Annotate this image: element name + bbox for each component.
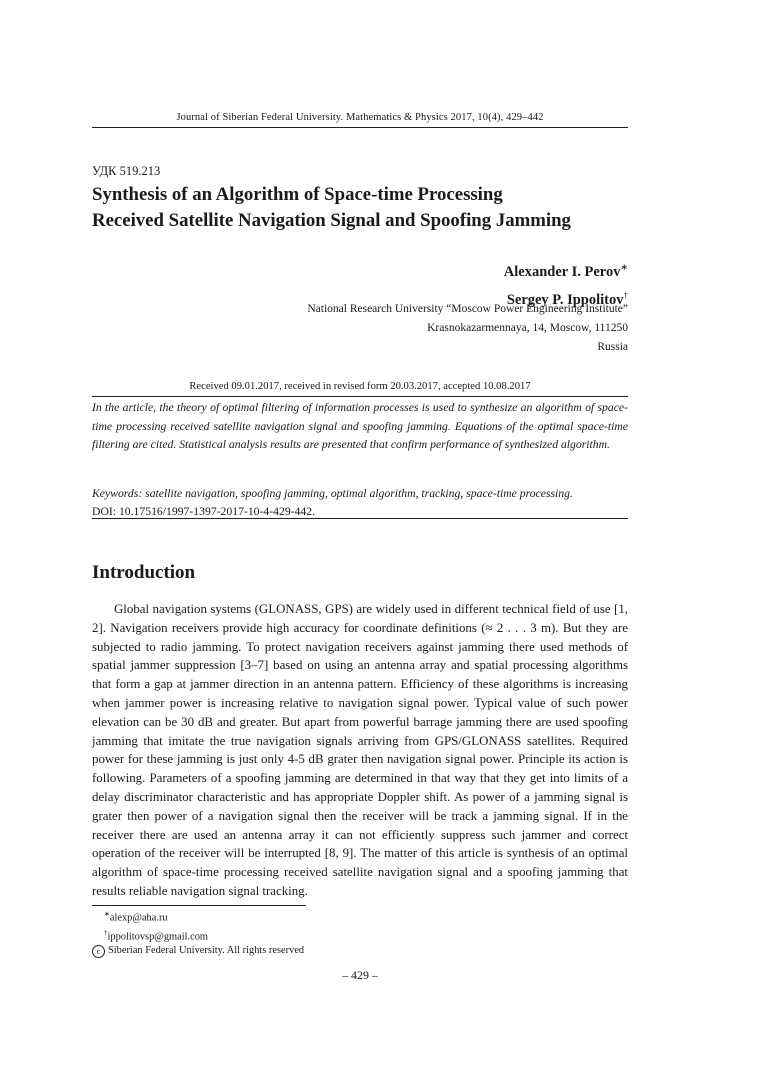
journal-header: Journal of Siberian Federal University. Mathematics & Physics 2017, 10(4), 429–442 bbox=[176, 112, 544, 123]
introduction-paragraph: Global navigation systems (GLONASS, GPS) are widely used in different technical field of use [1, 2]. Navigation receivers provide high accuracy for coordinate definitions (≈ 2 . . . 3 m). But they are subjected to radio jamming. To protect navigation receivers against jamming there used methods of spatial jammer suppression [3–7] based on using an antenna array and spatial processing algorithms that form a gap at jammer direction in an antenna pattern. Efficiency of these algorithms is increasing when jammer power is increasing relative to navigation signal power. Typical value of such power elevation can be 30 dB and greater. But apart from powerful barrage jamming there are used spoofing jamming that imitate the true navigation signals arriving from GPS/GLONASS satellites. Required power for these jamming is just only 4-5 dB grater then navigation signal power. Principle its action is following. Parameters of a spoofing jamming are determined in that way that they get into limits of a delay discriminator characteristic and has appropriate Doppler shift. As power of a jamming signal is grater then power of a navigation signal then the receiver will be track a jamming signal. If in the receiver there are used an antenna array it can not efficiently suppress such jammer and correct operation of the receiver will be interrupted [8, 9]. The matter of this article is synthesis of an optimal algorithm of space-time processing received satellite navigation signal and a spoofing jamming that results reliable navigation signal tracking. bbox=[92, 602, 628, 898]
keywords-label: Keywords: bbox=[92, 487, 143, 500]
affiliation-line-2: Krasnokazarmennaya, 14, Moscow, 111250 bbox=[427, 322, 628, 334]
footnote-1: ∗alexp@aha.ru bbox=[104, 910, 168, 924]
affiliation-line-3: Russia bbox=[597, 341, 628, 353]
copyright-text: Siberian Federal University. All rights reserved bbox=[108, 945, 305, 957]
author-1-mark: ∗ bbox=[620, 262, 628, 272]
author-2: Sergey P. Ippolitov† bbox=[506, 289, 628, 308]
header-rule bbox=[92, 127, 628, 128]
footnotes bbox=[92, 907, 304, 959]
title-line-2: Received Satellite Navigation Signal and Spoofing Jamming bbox=[92, 210, 571, 231]
section-heading-introduction: Introduction bbox=[92, 562, 196, 583]
abstract-top-rule bbox=[92, 396, 628, 397]
footnote-rule bbox=[92, 905, 306, 906]
doi: DOI: 10.17516/1997-1397-2017-10-4-429-442. bbox=[92, 504, 316, 518]
copyright-icon: c bbox=[92, 945, 105, 958]
footnote-2: †ippolitovsp@gmail.com bbox=[104, 928, 208, 943]
copyright-notice bbox=[92, 944, 304, 958]
keywords-line bbox=[92, 485, 628, 503]
footnote-1-email: alexp@aha.ru bbox=[109, 912, 168, 924]
author-2-mark: † bbox=[623, 289, 628, 300]
footnote-2-email: ippolitovsp@gmail.com bbox=[107, 931, 208, 943]
abstract-bottom-rule bbox=[92, 518, 628, 519]
keywords-block bbox=[92, 485, 628, 520]
affiliation bbox=[307, 300, 628, 357]
affiliation-line-1: National Research University “Moscow Power Engineering Institute” bbox=[307, 303, 628, 315]
abstract: In the article, the theory of optimal filtering of information processes is used to synthesize an algorithm of space-time processing received satellite navigation signal and spoofing jamming. Equations of the optimal space-time filtering are cited. Statistical analysis results are presented that confirm performance of synthesized algorithm. bbox=[92, 401, 628, 451]
article-title bbox=[92, 182, 652, 234]
udk-code: УДК 519.213 bbox=[92, 164, 161, 178]
title-line-1: Synthesis of an Algorithm of Space-time Processing bbox=[92, 184, 503, 205]
keywords: satellite navigation, spoofing jamming, optimal algorithm, tracking, space-time processing. bbox=[145, 487, 573, 500]
page-number: – 429 – bbox=[342, 968, 378, 982]
author-1: Alexander I. Perov∗ bbox=[503, 262, 628, 280]
introduction-body bbox=[92, 600, 628, 901]
received-dates: Received 09.01.2017, received in revised form 20.03.2017, accepted 10.08.2017 bbox=[189, 381, 531, 392]
